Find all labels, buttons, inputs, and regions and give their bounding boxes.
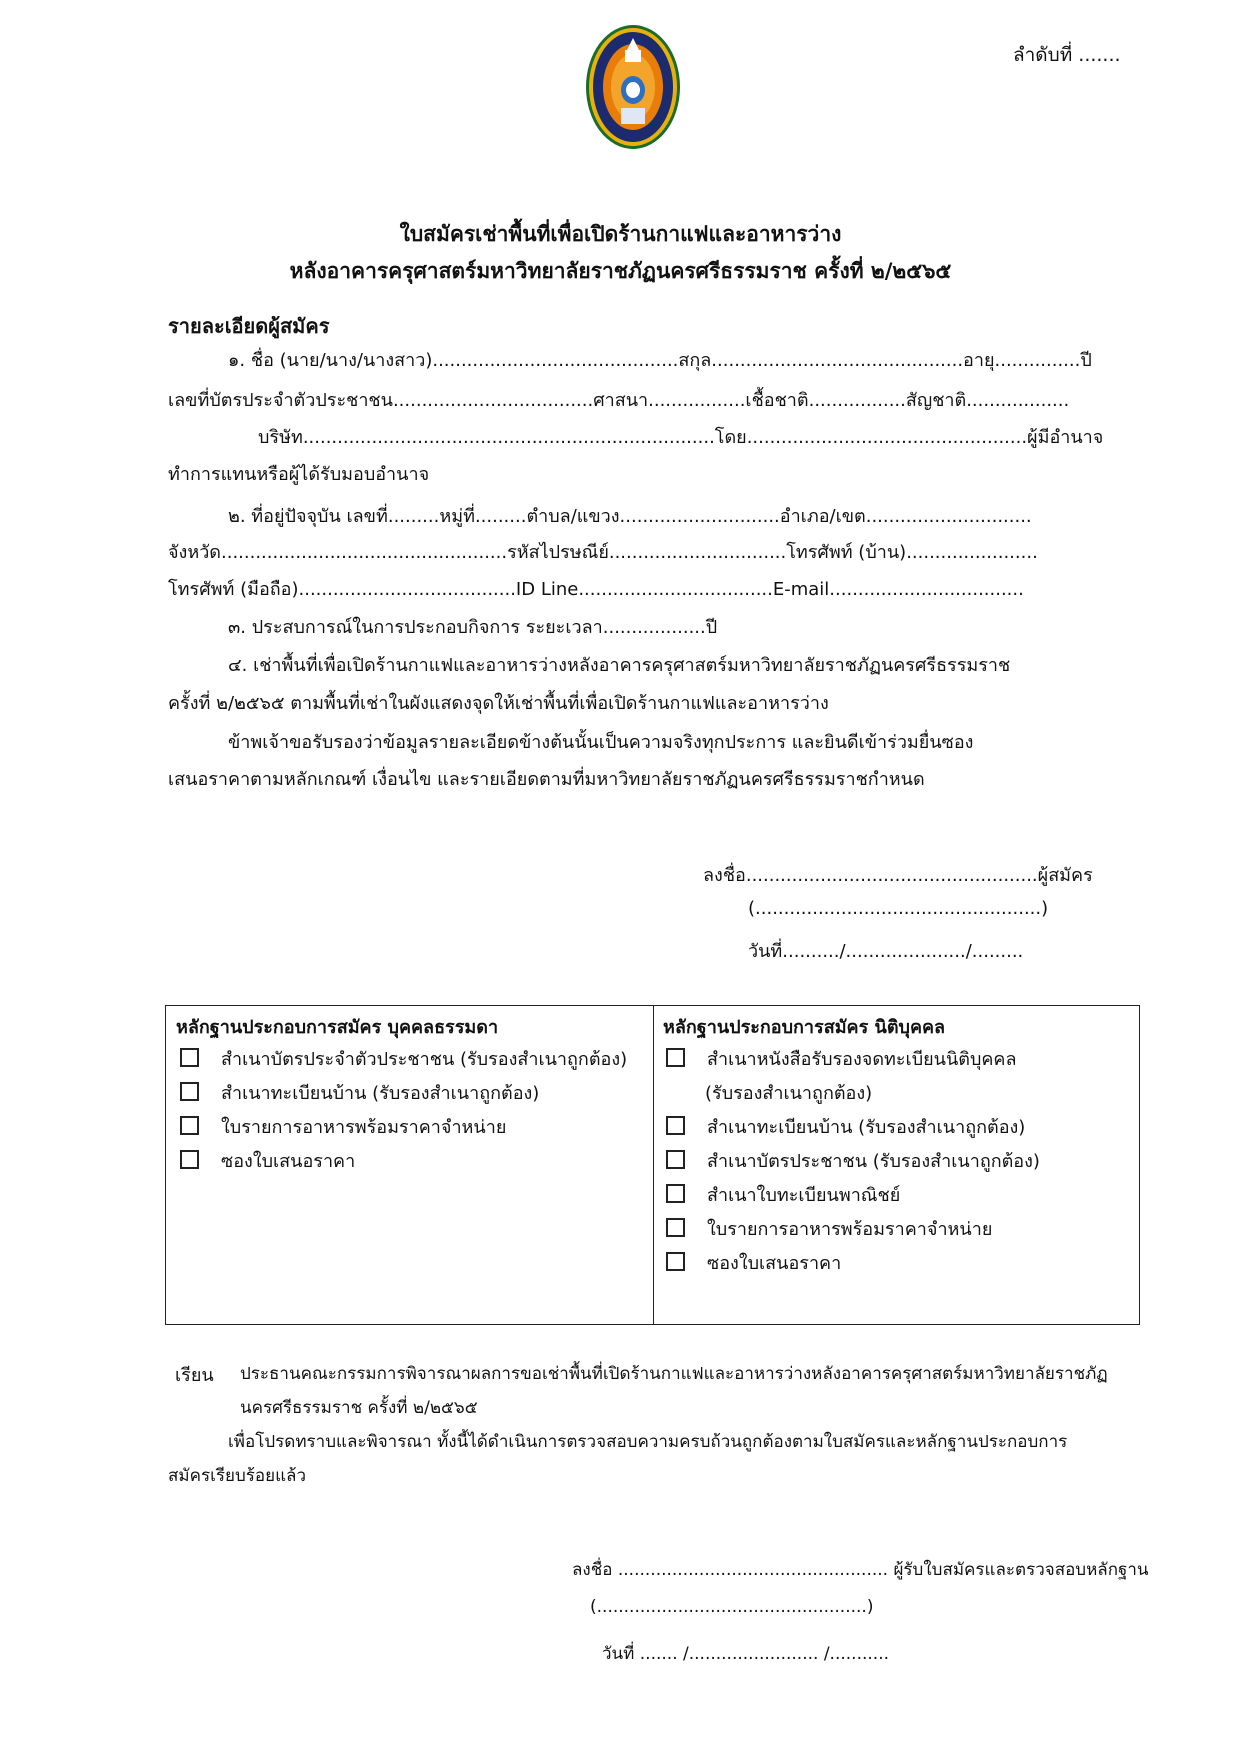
receiver-name-line: (..................................................) — [590, 1597, 874, 1617]
contact-field-line: โทรศัพท์ (มือถือ)......................................ID Line..................................E-mail.................................. — [168, 579, 1024, 600]
juristic-checkbox-item[interactable] — [666, 1112, 1025, 1141]
form-title-line2: หลังอาคารครุศาสตร์มหาวิทยาลัยราชภัฏนครศรีธรรมราช ครั้งที่ ๒/๒๕๖๕ — [289, 259, 952, 283]
receiver-signature-line: ลงชื่อ .................................................. ผู้รับใบสมัครและตรวจสอบหลักฐาน — [572, 1560, 1149, 1580]
juristic-checkbox-item[interactable] — [666, 1248, 841, 1277]
university-seal-icon — [583, 22, 683, 152]
checkbox-icon[interactable] — [180, 1082, 199, 1101]
name-field-line: ๑. ชื่อ (นาย/นาง/นางสาว)...........................................สกุล............................................อายุ...............ปี — [228, 350, 1092, 371]
checkbox-icon[interactable] — [666, 1116, 685, 1135]
checkbox-icon[interactable] — [666, 1150, 685, 1169]
checkbox-label: ใบรายการอาหารพร้อมราคาจำหน่าย — [707, 1219, 993, 1240]
juristic-checkbox-item[interactable] — [666, 1044, 1017, 1073]
checkbox-label: สำเนาหนังสือรับรองจดทะเบียนนิติบุคคล — [707, 1049, 1017, 1070]
receiver-date-line: วันที่ ....... /........................ /........... — [602, 1644, 889, 1664]
checkbox-label: สำเนาบัตรประชาชน (รับรองสำเนาถูกต้อง) — [707, 1151, 1040, 1172]
memo-body-line2: สมัครเรียบร้อยแล้ว — [168, 1466, 307, 1486]
evidence-table-divider — [653, 1006, 654, 1324]
checkbox-icon[interactable] — [666, 1184, 685, 1203]
applicant-signature-line: ลงชื่อ...................................................ผู้สมัคร — [703, 865, 1093, 886]
sequence-number-label: ลำดับที่ ....... — [1013, 44, 1121, 66]
juristic-checkbox-item[interactable] — [666, 1146, 1040, 1175]
individual-checkbox-item[interactable] — [180, 1112, 506, 1141]
memo-to-line1: ประธานคณะกรรมการพิจารณาผลการขอเช่าพื้นที่เปิดร้านกาแฟและอาหารว่างหลังอาคารครุศาสตร์มหาวิทยาลัยราชภัฏ — [240, 1364, 1108, 1384]
checkbox-label: ซองใบเสนอราคา — [221, 1151, 356, 1172]
individual-checkbox-item[interactable] — [180, 1044, 627, 1073]
checkbox-icon[interactable] — [666, 1048, 685, 1067]
individual-evidence-heading: หลักฐานประกอบการสมัคร บุคคลธรรมดา — [176, 1017, 499, 1038]
experience-field-line: ๓. ประสบการณ์ในการประกอบกิจการ ระยะเวลา..................ปี — [228, 617, 718, 638]
certification-line1: ข้าพเจ้าขอรับรองว่าข้อมูลรายละเอียดข้างต้นนั้นเป็นความจริงทุกประการ และยินดีเข้าร่วมยื่นซอง — [228, 732, 974, 753]
checkbox-label: ใบรายการอาหารพร้อมราคาจำหน่าย — [221, 1117, 507, 1138]
rental-statement-line1: ๔. เช่าพื้นที่เพื่อเปิดร้านกาแฟและอาหารว่างหลังอาคารครุศาสตร์มหาวิทยาลัยราชภัฏนครศรีธรรมราช — [228, 655, 1011, 676]
form-title-line1: ใบสมัครเช่าพื้นที่เพื่อเปิดร้านกาแฟและอาหารว่าง — [399, 222, 842, 246]
id-card-field-line: เลขที่บัตรประจำตัวประชาชน...................................ศาสนา.................เชื้อชาติ.................สัญชาติ.................. — [168, 390, 1070, 411]
checkbox-icon[interactable] — [666, 1252, 685, 1271]
individual-checkbox-item[interactable] — [180, 1078, 539, 1107]
memo-to-label: เรียน — [175, 1365, 214, 1386]
company-field-line: บริษัท........................................................................โดย.................................................ผู้มีอำนาจ — [258, 427, 1104, 448]
checkbox-label: สำเนาบัตรประจำตัวประชาชน (รับรองสำเนาถูกต้อง) — [221, 1049, 628, 1070]
individual-checkbox-item[interactable] — [180, 1146, 355, 1175]
checkbox-icon[interactable] — [666, 1218, 685, 1237]
juristic-checkbox-item[interactable] — [666, 1214, 992, 1243]
checkbox-label: สำเนาใบทะเบียนพาณิชย์ — [707, 1185, 901, 1206]
evidence-table — [165, 1005, 1140, 1325]
applicant-date-line: วันที่........../...................../......... — [748, 941, 1024, 962]
memo-body-line1: เพื่อโปรดทราบและพิจารณา ทั้งนี้ได้ดำเนินการตรวจสอบความครบถ้วนถูกต้องตามใบสมัครและหลักฐานประกอบการ — [228, 1432, 1068, 1452]
checkbox-label: สำเนาทะเบียนบ้าน (รับรองสำเนาถูกต้อง) — [707, 1117, 1026, 1138]
juristic-item-continuation: (รับรองสำเนาถูกต้อง) — [705, 1083, 873, 1104]
memo-to-line2: นครศรีธรรมราช ครั้งที่ ๒/๒๕๖๕ — [240, 1398, 478, 1418]
province-field-line: จังหวัด..................................................รหัสไปรษณีย์...............................โทรศัพท์ (บ้าน)....................... — [168, 542, 1038, 563]
checkbox-label: สำเนาทะเบียนบ้าน (รับรองสำเนาถูกต้อง) — [221, 1083, 540, 1104]
checkbox-icon[interactable] — [180, 1116, 199, 1135]
authorized-person-line: ทำการแทนหรือผู้ได้รับมอบอำนาจ — [168, 464, 430, 485]
rental-statement-line2: ครั้งที่ ๒/๒๕๖๕ ตามพื้นที่เช่าในผังแสดงจุดให้เช่าพื้นที่เพื่อเปิดร้านกาแฟและอาหารว่าง — [168, 693, 829, 714]
juristic-evidence-heading: หลักฐานประกอบการสมัคร นิติบุคคล — [663, 1017, 946, 1038]
applicant-section-heading: รายละเอียดผู้สมัคร — [168, 314, 330, 338]
certification-line2: เสนอราคาตามหลักเกณฑ์ เงื่อนไข และรายเอียดตามที่มหาวิทยาลัยราชภัฏนครศรีธรรมราชกำหนด — [168, 769, 925, 790]
checkbox-icon[interactable] — [180, 1048, 199, 1067]
checkbox-icon[interactable] — [180, 1150, 199, 1169]
applicant-name-line: (..................................................) — [748, 898, 1049, 919]
checkbox-label: ซองใบเสนอราคา — [707, 1253, 842, 1274]
juristic-checkbox-item[interactable] — [666, 1180, 900, 1209]
address-field-line: ๒. ที่อยู่ปัจจุบัน เลขที่.........หมู่ที่.........ตำบล/แขวง............................อำเภอ/เขต............................. — [228, 506, 1032, 527]
